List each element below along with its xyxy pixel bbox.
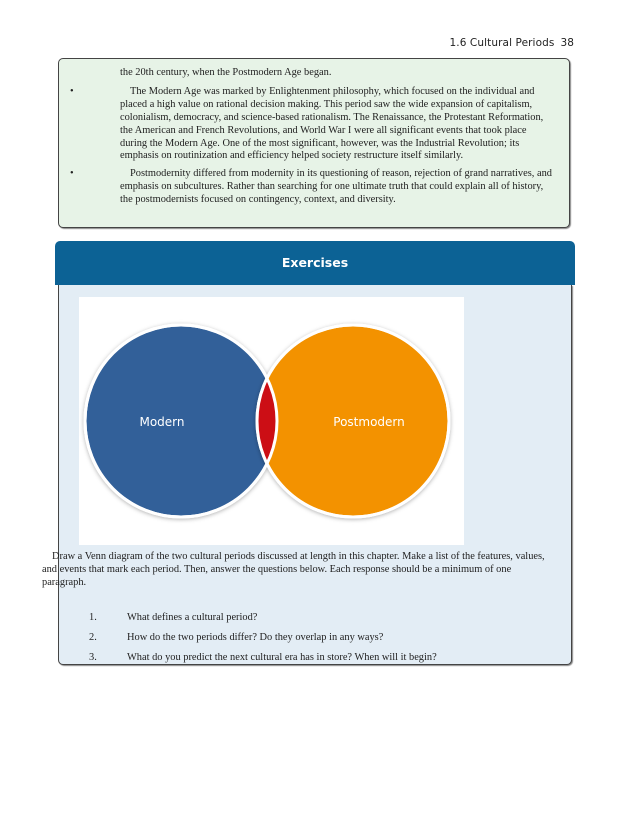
bullet-text: Postmodernity differed from modernity in its questioning of reason, rejection of grand narratives, and emphasis on subcultures. Rather than searching for one ultimate truth that could explain all of history, the postmodernists focused on contingency, context, and diversity. [120,168,552,206]
bullet-text: The Modern Age was marked by Enlightenment philosophy, which focused on the individual and placed a high value on rational decision making. This period saw the wide expansion of capitalism, colonialism, democracy, and science-based rationalism. The Renaissance, the Protestant Reformation, the American and French Revolutions, and World War I were all significant events that took place during the Modern Age. One of the most significant, however, was the Industrial Revolution; its emphasis on routinization and efficiency helped society restructure itself similarly. [120,85,544,162]
exercises-box [42,285,572,665]
key-takeaways-text [70,67,552,212]
bullet-item [70,85,552,163]
question-number: 1. [89,612,97,623]
venn-label-modern: Modern [139,415,185,429]
key-takeaways-box [58,58,570,228]
venn-svg [79,297,464,545]
question-number: 2. [89,632,97,643]
question-list [89,611,437,671]
question-item [89,651,437,671]
exercises-header [55,241,575,285]
venn-label-postmodern: Postmodern [333,415,405,429]
section-title: 1.6 Cultural Periods [449,37,555,49]
bullet-item [70,168,552,207]
exercises-title: Exercises [281,255,349,270]
question-text: How do the two periods differ? Do they overlap in any ways? [127,632,384,643]
question-text: What defines a cultural period? [127,612,258,623]
question-item [89,631,437,651]
bullet-icon: • [70,85,74,97]
continuation-text: the 20th century, when the Postmodern Age began. [120,67,332,78]
running-head [450,37,575,49]
question-item [89,611,437,631]
venn-diagram [79,297,464,545]
exercise-instructions: Draw a Venn diagram of the two cultural periods discussed at length in this chapter. Make a list of the features, values, and events that mark each period. Then, answer the questions below. Each response should be a minimum of one paragraph. [42,551,545,588]
question-text: What do you predict the next cultural era has in store? When will it begin? [127,652,437,663]
question-number: 3. [89,652,97,663]
bullet-icon: • [70,168,74,180]
page-number: 38 [560,37,574,49]
